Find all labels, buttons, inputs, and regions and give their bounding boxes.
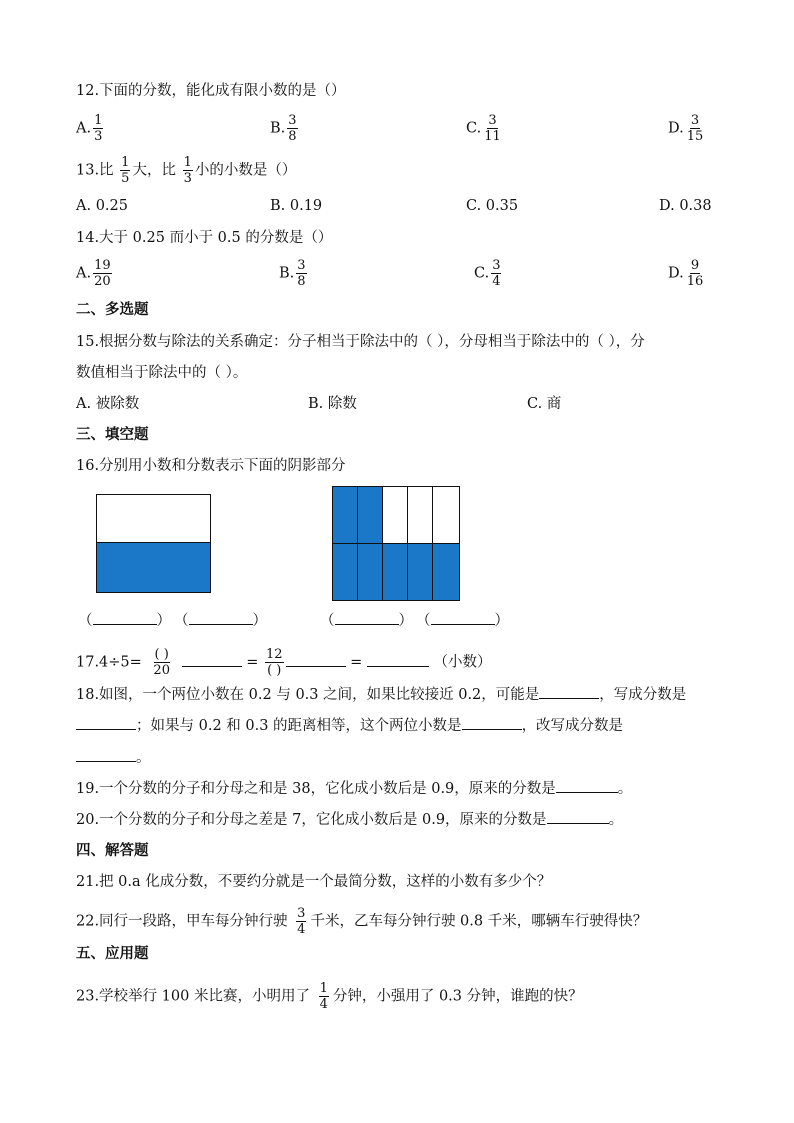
q18-answer-blank[interactable]: [76, 729, 136, 730]
q20-answer-blank[interactable]: [547, 823, 609, 824]
fraction: $\frac{3}{8}$: [288, 113, 297, 144]
q15-option-a: A. 被除数: [76, 396, 140, 412]
q14-option-b: B. $\frac{3}{8}$: [279, 258, 306, 289]
q19-answer-blank[interactable]: [556, 792, 618, 793]
q12-option-d: D. $\frac{3}{15}$: [668, 113, 704, 144]
grid-cell-shaded: [333, 487, 358, 544]
fraction: $\frac{19}{20}$: [94, 258, 111, 289]
section-heading-solve: 四、解答题: [76, 843, 149, 859]
fraction: $\frac{1}{3}$: [183, 155, 192, 186]
q23-stem: 23.学校举行 100 米比赛，小明用了 $\frac{1}{4}$ 分钟，小强用了 0.3 分钟，谁跑的快？: [76, 981, 583, 1012]
q15-option-c: C. 商: [527, 396, 562, 412]
q16-answer-blank[interactable]: （ ）: [174, 613, 267, 629]
q15-stem-line1: 15.根据分数与除法的关系确定：分子相当于除法中的（ ），分母相当于除法中的（ ），分: [76, 334, 645, 350]
q12-stem: 12.下面的分数，能化成有限小数的是（）: [76, 83, 346, 99]
fraction: $\frac{9}{16}$: [686, 258, 704, 289]
grid-cell-empty: [383, 487, 408, 544]
fraction: $\frac{3}{15}$: [686, 113, 704, 144]
q16-answer-blank[interactable]: （ ）: [78, 613, 171, 629]
section-heading-fill-in: 三、填空题: [76, 427, 149, 443]
q13-option-c: C. 0.35: [466, 198, 519, 214]
q13-stem: 13.比 $\frac{1}{5}$ 大，比 $\frac{1}{3}$ 小的小数是（）: [76, 155, 297, 186]
q13-option-d: D. 0.38: [659, 198, 712, 214]
q16-stem: 16.分别用小数和分数表示下面的阴影部分: [76, 458, 346, 474]
q16-answer-blank[interactable]: （ ）: [416, 613, 509, 629]
q18-answer-blank[interactable]: [462, 729, 522, 730]
q14-option-c: C. $\frac{3}{4}$: [474, 258, 501, 289]
grid-cell-shaded: [408, 544, 433, 601]
q12-option-c: C. $\frac{3}{11}$: [466, 113, 501, 144]
q19-stem: 19.一个分数的分子和分母之和是 38，它化成小数后是 0.9，原来的分数是 。: [76, 781, 633, 797]
fraction: $\frac{1}{5}$: [121, 155, 130, 186]
q14-stem: 14.大于 0.25 而小于 0.5 的分数是（）: [76, 230, 333, 246]
q13-option-b: B. 0.19: [270, 198, 323, 214]
grid-cell-shaded: [333, 544, 358, 601]
q12-option-a: A. $\frac{1}{3}$: [76, 113, 103, 144]
fraction: $\frac{3}{11}$: [484, 113, 501, 144]
q18-answer-blank[interactable]: [76, 761, 136, 762]
grid-cell-empty: [408, 487, 433, 544]
fraction: $\frac{12}{( )}$: [265, 647, 283, 678]
q17-answer-blank[interactable]: [182, 666, 242, 667]
q12-option-b: B. $\frac{3}{8}$: [270, 113, 297, 144]
q21-stem: 21.把 0.a 化成分数，不要约分就是一个最简分数，这样的小数有多少个？: [76, 874, 552, 890]
grid-cell-shaded: [433, 544, 460, 601]
q14-option-d: D. $\frac{9}{16}$: [668, 258, 704, 289]
fraction: $\frac{1}{3}$: [94, 113, 103, 144]
grid-cell-empty: [433, 487, 460, 544]
q17-stem: 17.4÷5= $\frac{( )}{20}$ = $\frac{12}{( )}$ = （小数）: [76, 647, 492, 678]
q18-line1: 18.如图，一个两位小数在 0.2 与 0.3 之间，如果比较接近 0.2，可能是 ，写成分数是: [76, 687, 687, 703]
fraction: $\frac{1}{4}$: [319, 981, 328, 1012]
grid-cell-shaded: [358, 544, 383, 601]
q17-answer-blank[interactable]: [286, 666, 346, 667]
shaded-part: [97, 543, 211, 593]
q17-answer-blank[interactable]: [367, 666, 429, 667]
q18-line3: 。: [76, 748, 151, 768]
section-heading-multiple-choice: 二、多选题: [76, 302, 149, 318]
grid-cell-shaded: [358, 487, 383, 544]
figure-grid-shaded-rectangle: [332, 486, 462, 602]
q14-option-a: A. $\frac{19}{20}$: [76, 258, 111, 289]
q15-option-b: B. 除数: [308, 396, 357, 412]
figure-half-shaded-rectangle: [96, 494, 212, 594]
fraction: $\frac{( )}{20}$: [153, 647, 170, 678]
unshaded-part: [97, 495, 211, 543]
q22-stem: 22.同行一段路，甲车每分钟行驶 $\frac{3}{4}$ 千米，乙车每分钟行驶 0.8 千米，哪辆车行驶得快？: [76, 906, 648, 937]
fraction: $\frac{3}{4}$: [297, 906, 306, 937]
fraction: $\frac{3}{4}$: [492, 258, 501, 289]
q16-answer-blank[interactable]: （ ）: [320, 613, 413, 629]
q15-stem-line2: 数值相当于除法中的（ ）。: [76, 365, 248, 381]
q13-option-a: A. 0.25: [76, 198, 128, 214]
q20-stem: 20.一个分数的分子和分母之差是 7，它化成小数后是 0.9，原来的分数是 。: [76, 812, 624, 828]
grid-cell-shaded: [383, 544, 408, 601]
section-heading-application: 五、应用题: [76, 946, 149, 962]
q18-line2: ；如果与 0.2 和 0.3 的距离相等，这个两位小数是 ，改写成分数是: [76, 716, 623, 736]
fraction: $\frac{3}{8}$: [297, 258, 306, 289]
q18-answer-blank[interactable]: [539, 698, 599, 699]
